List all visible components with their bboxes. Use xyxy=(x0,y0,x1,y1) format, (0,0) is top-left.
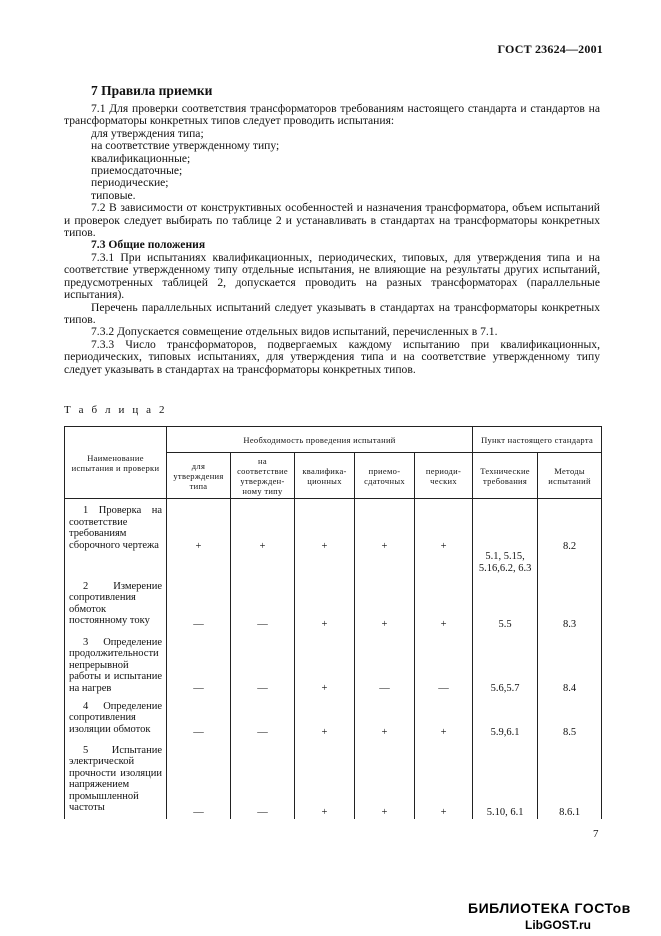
row-name: 4 Определение сопротивления изоляции обмоток xyxy=(65,695,167,739)
list-item: на соответствие утвержденному типу; xyxy=(91,139,280,153)
library-logo-text: БИБЛИОТЕКА ГОСТов xyxy=(468,900,631,916)
header-col: приемо-сдаточных xyxy=(355,453,415,499)
tech-cell: 5.5 xyxy=(473,575,538,631)
mark-cell: — xyxy=(415,631,473,695)
mark-cell: + xyxy=(295,575,355,631)
row-name: 5 Испытание электрической прочности изоляции напряжением промышленной частоты xyxy=(65,739,167,819)
tech-cell: 5.1, 5.15, 5.16,6.2, 6.3 xyxy=(473,499,538,575)
mark-cell: + xyxy=(295,631,355,695)
paragraph-7-3-1: 7.3.1 При испытаниях квалификационных, периодических, типовых, для утверждения типа и на соответствие утвержденному типу отдельные испытания, не влияющие на результаты других испытаний, предусмотренных таблицей 2, допускается проводить на разных трансформаторах (параллельные испытания). xyxy=(64,250,600,302)
header-col: на соответствие утвержден-ному типу xyxy=(231,453,295,499)
section-title: 7 Правила приемки xyxy=(91,83,213,98)
tech-cell: 5.10, 6.1 xyxy=(473,739,538,819)
mark-cell: + xyxy=(415,695,473,739)
paragraph-7-3-2: 7.3.2 Допускается совмещение отдельных видов испытаний, перечисленных в 7.1. xyxy=(91,325,498,339)
row-name: 3 Определение продолжительности непрерывной работы и испытание на нагрев xyxy=(65,631,167,695)
list-item: приемосдаточные; xyxy=(91,164,183,178)
mark-cell: + xyxy=(295,739,355,819)
method-cell: 8.2 xyxy=(538,499,602,575)
mark-cell: + xyxy=(355,695,415,739)
paragraph-7-3-3: 7.3.3 Число трансформаторов, подвергаемых каждому испытанию при квалификационных, периодических, типовых испытаниях, для утверждения типа и на соответствие утвержденному типу следует указывать в стандартах на трансформаторы конкретных типов. xyxy=(64,337,600,376)
mark-cell: + xyxy=(415,739,473,819)
list-item: периодические; xyxy=(91,176,169,190)
mark-cell: — xyxy=(167,695,231,739)
mark-cell: — xyxy=(231,631,295,695)
paragraph-7-3-1b: Перечень параллельных испытаний следует указывать в стандартах на трансформаторы конкретных типов. xyxy=(64,300,600,326)
mark-cell: + xyxy=(231,499,295,575)
library-url: LibGOST.ru xyxy=(525,918,591,932)
table-2 xyxy=(64,426,602,819)
list-item: квалификационные; xyxy=(91,151,191,165)
mark-cell: — xyxy=(355,631,415,695)
table-row xyxy=(65,499,602,575)
header-col: Технические требования xyxy=(473,453,538,499)
mark-cell: + xyxy=(295,695,355,739)
tech-cell: 5.9,6.1 xyxy=(473,695,538,739)
mark-cell: + xyxy=(415,499,473,575)
method-cell: 8.3 xyxy=(538,575,602,631)
table-row xyxy=(65,575,602,631)
mark-cell: — xyxy=(167,631,231,695)
header-col: периоди-ческих xyxy=(415,453,473,499)
mark-cell: + xyxy=(295,499,355,575)
mark-cell: + xyxy=(355,739,415,819)
mark-cell: + xyxy=(415,575,473,631)
mark-cell: — xyxy=(231,695,295,739)
mark-cell: + xyxy=(167,499,231,575)
mark-cell: — xyxy=(231,739,295,819)
mark-cell: + xyxy=(355,575,415,631)
header-name: Наименование испытания и проверки xyxy=(65,427,167,499)
mark-cell: — xyxy=(167,739,231,819)
table-row xyxy=(65,631,602,695)
paragraph-7-2: 7.2 В зависимости от конструктивных особенностей и назначения трансформатора, объем испытаний и проверок следует выбирать по таблице 2 и устанавливать в стандартах на трансформаторы конкретных типов. xyxy=(64,201,600,240)
table-caption: Т а б л и ц а 2 xyxy=(64,404,168,416)
header-clause: Пункт настоящего стандарта xyxy=(473,427,602,453)
list-item: для утверждения типа; xyxy=(91,126,204,140)
header-col: Методы испытаний xyxy=(538,453,602,499)
method-cell: 8.6.1 xyxy=(538,739,602,819)
method-cell: 8.5 xyxy=(538,695,602,739)
tech-cell: 5.6,5.7 xyxy=(473,631,538,695)
list-item: типовые. xyxy=(91,188,136,202)
row-name: 2 Измерение сопротивления обмоток постоянному току xyxy=(65,575,167,631)
header-col: для утверждения типа xyxy=(167,453,231,499)
mark-cell: — xyxy=(167,575,231,631)
mark-cell: + xyxy=(355,499,415,575)
table-row xyxy=(65,739,602,819)
table-row xyxy=(65,695,602,739)
mark-cell: — xyxy=(231,575,295,631)
subsection-title: 7.3 Общие положения xyxy=(91,238,206,252)
paragraph-7-1: 7.1 Для проверки соответствия трансформаторов требованиям настоящего стандарта и стандартов на трансформаторы конкретных типов следует проводить испытания: xyxy=(64,102,600,128)
header-col: квалифика-ционных xyxy=(295,453,355,499)
body-text xyxy=(64,103,600,376)
standard-code: ГОСТ 23624—2001 xyxy=(497,42,603,56)
row-name: 1 Проверка на соответствие требованиям сборочного чертежа xyxy=(65,499,167,575)
header-necessity: Необходимость проведения испытаний xyxy=(167,427,473,453)
page-number: 7 xyxy=(593,828,599,840)
method-cell: 8.4 xyxy=(538,631,602,695)
